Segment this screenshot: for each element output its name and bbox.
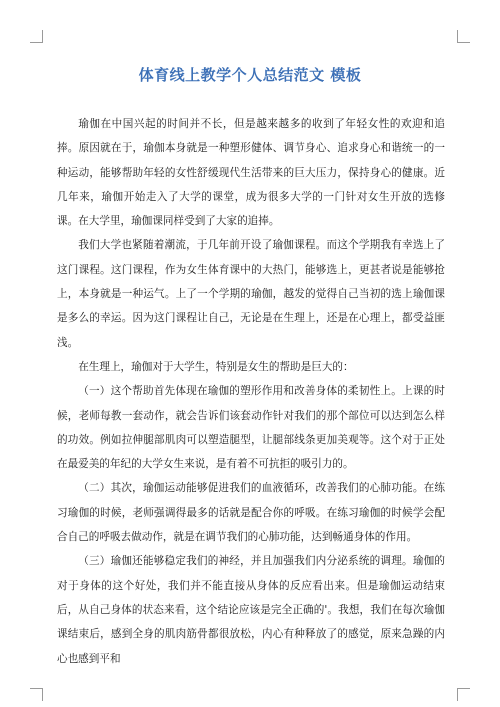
paragraph-point-two: （二）其次，瑜伽运动能够促进我们的血液循环，改善我们的心肺功能。在练习瑜伽的时候，老师强调得最多的话就是配合你的呼吸。在练习瑜伽的时候学会配合自己的呼吸去做动作，就是在调节我们的心肺功能，达到畅通身体的作用。 — [57, 482, 445, 544]
document-body — [57, 112, 445, 671]
crop-mark-bottom-left — [30, 688, 43, 701]
paragraph-physiology: 在生理上，瑜伽对于大学生，特别是女生的帮助是巨大的： — [78, 360, 354, 373]
crop-mark-top-right — [457, 30, 470, 43]
paragraph-point-one: （一）这个帮助首先体现在瑜伽的塑形作用和改善身体的柔韧性上。上课的时候，老师每教一套动作，就会告诉们该套动作针对我们的那个部位可以达到怎么样的功效。例如拉伸腿部肌肉可以塑造腿型，让腿部线条更加美观等。这个对于正处在最爱美的年纪的大学女生来说，是有着不可抗拒的吸引力的。 — [57, 385, 445, 471]
document-title: 体育线上教学个人总结范文 模板 — [138, 66, 362, 84]
paragraph-intro: 瑜伽在中国兴起的时间并不长，但是越来越多的收到了年轻女性的欢迎和追捧。原因就在于，瑜伽本身就是一种塑形健体、调节身心、追求身心和谐统一的一种运动，能够帮助年轻的女性舒缓现代生活带来的巨大压力，保持身心的健康。近几年来，瑜伽开始走入了大学的课堂，成为很多大学的一门针对女生开放的选修课。在大学里，瑜伽课同样受到了大家的追捧。 — [57, 118, 445, 228]
paragraph-point-three: （三）瑜伽还能够稳定我们的神经，并且加强我们内分泌系统的调理。瑜伽的对于身体的这个好处，我们并不能直接从身体的反应看出来。但是瑜伽运动结束后，从自己身体的状态来看，这个结论应该是完全正确的'。我想，我们在每次瑜伽课结束后，感到全身的肌肉筋骨都很放松，内心有种释放了的感觉，原来急躁的内心也感到平和 — [57, 555, 445, 665]
crop-mark-top-left — [30, 30, 43, 43]
crop-mark-bottom-right — [457, 688, 470, 701]
paragraph-course: 我们大学也紧随着潮流，于几年前开设了瑜伽课程。而这个学期我有幸选上了这门课程。这门课程，作为女生体育课中的大热门，能够选上，更甚者说是能够抢上，本身就是一种运气。上了一个学期的瑜伽，越发的觉得自己当初的选上瑜伽课是多么的幸运。因为这门课程让自己，无论是在生理上，还是在心理上，都受益匪浅。 — [57, 239, 445, 349]
